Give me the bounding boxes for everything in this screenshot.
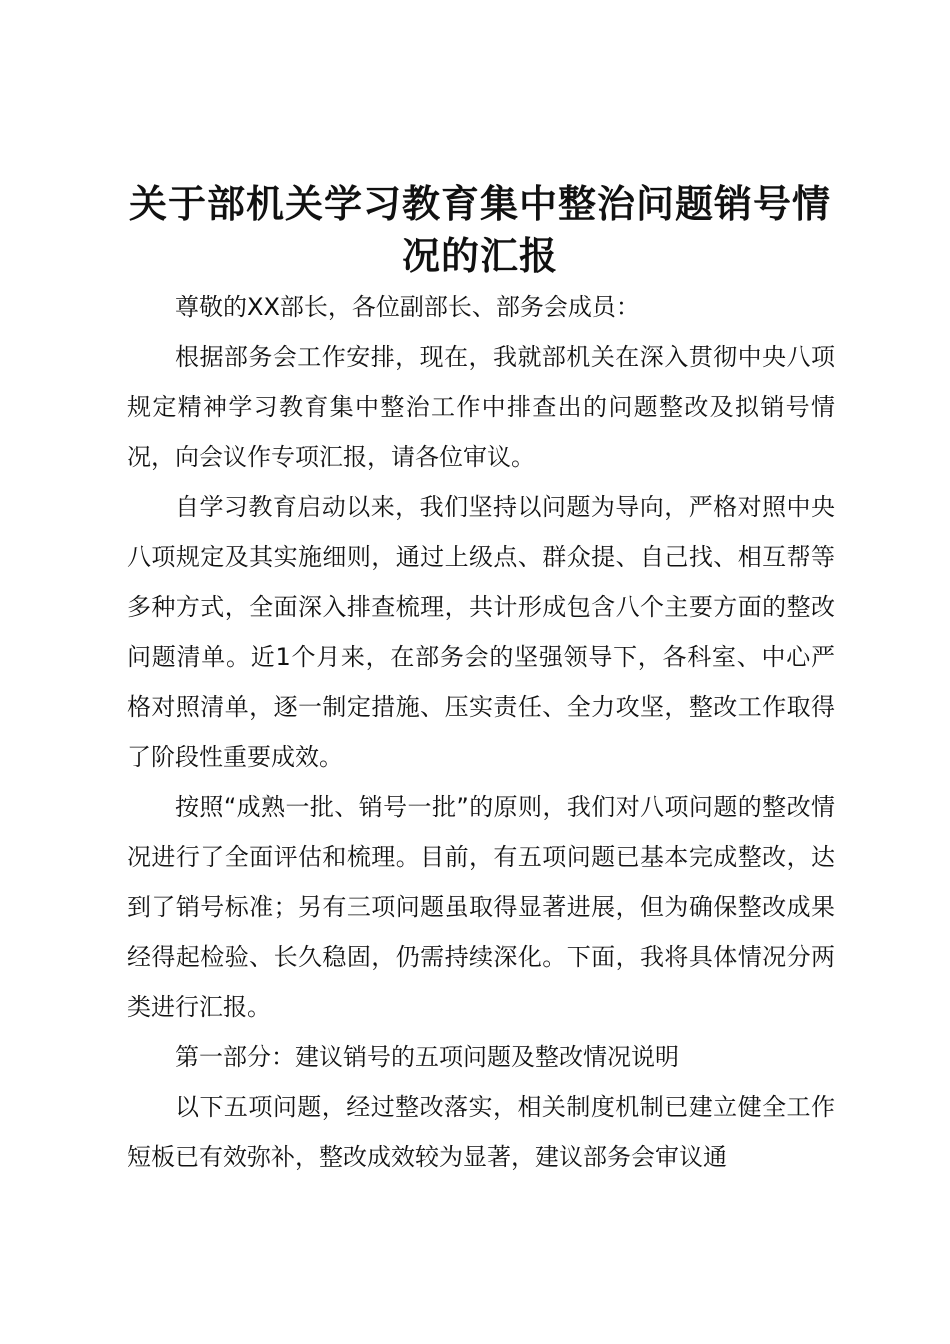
paragraph-rectification-progress: 自学习教育启动以来，我们坚持以问题为导向，严格对照中央八项规定及其实施细则，通过上级点、群众提、自己找、相互帮等多种方式，全面深入排查梳理，共计形成包含八个主要方面的整改问题清单。近1个月来，在部务会的坚强领导下，各科室、中心严格对照清单，逐一制定措施、压实责任、全力攻坚，整改工作取得了阶段性重要成效。 (127, 493, 835, 771)
section-heading: 第一部分：建议销号的五项问题及整改情况说明 (175, 1043, 679, 1071)
paragraph-assessment-summary: 按照“成熟一批、销号一批”的原则，我们对八项问题的整改情况进行了全面评估和梳理。目前，有五项问题已基本完成整改，达到了销号标准；另有三项问题虽取得显著进展，但为确保整改成果经得起检验、长久稳固，仍需持续深化。下面，我将具体情况分两类进行汇报。 (127, 793, 835, 1021)
salutation: 尊敬的XX部长，各位副部长、部务会成员： (175, 293, 640, 321)
document-body (127, 282, 835, 1182)
paragraph-work-arrangement: 根据部务会工作安排，现在，我就部机关在深入贯彻中央八项规定精神学习教育集中整治工作中排查出的问题整改及拟销号情况，向会议作专项汇报，请各位审议。 (127, 343, 835, 471)
document-title: 关于部机关学习教育集中整治问题销号情况的汇报 (128, 182, 831, 278)
section-paragraph: 以下五项问题，经过整改落实，相关制度机制已建立健全工作短板已有效弥补，整改成效较为显著，建议部务会审议通 (127, 1093, 835, 1171)
